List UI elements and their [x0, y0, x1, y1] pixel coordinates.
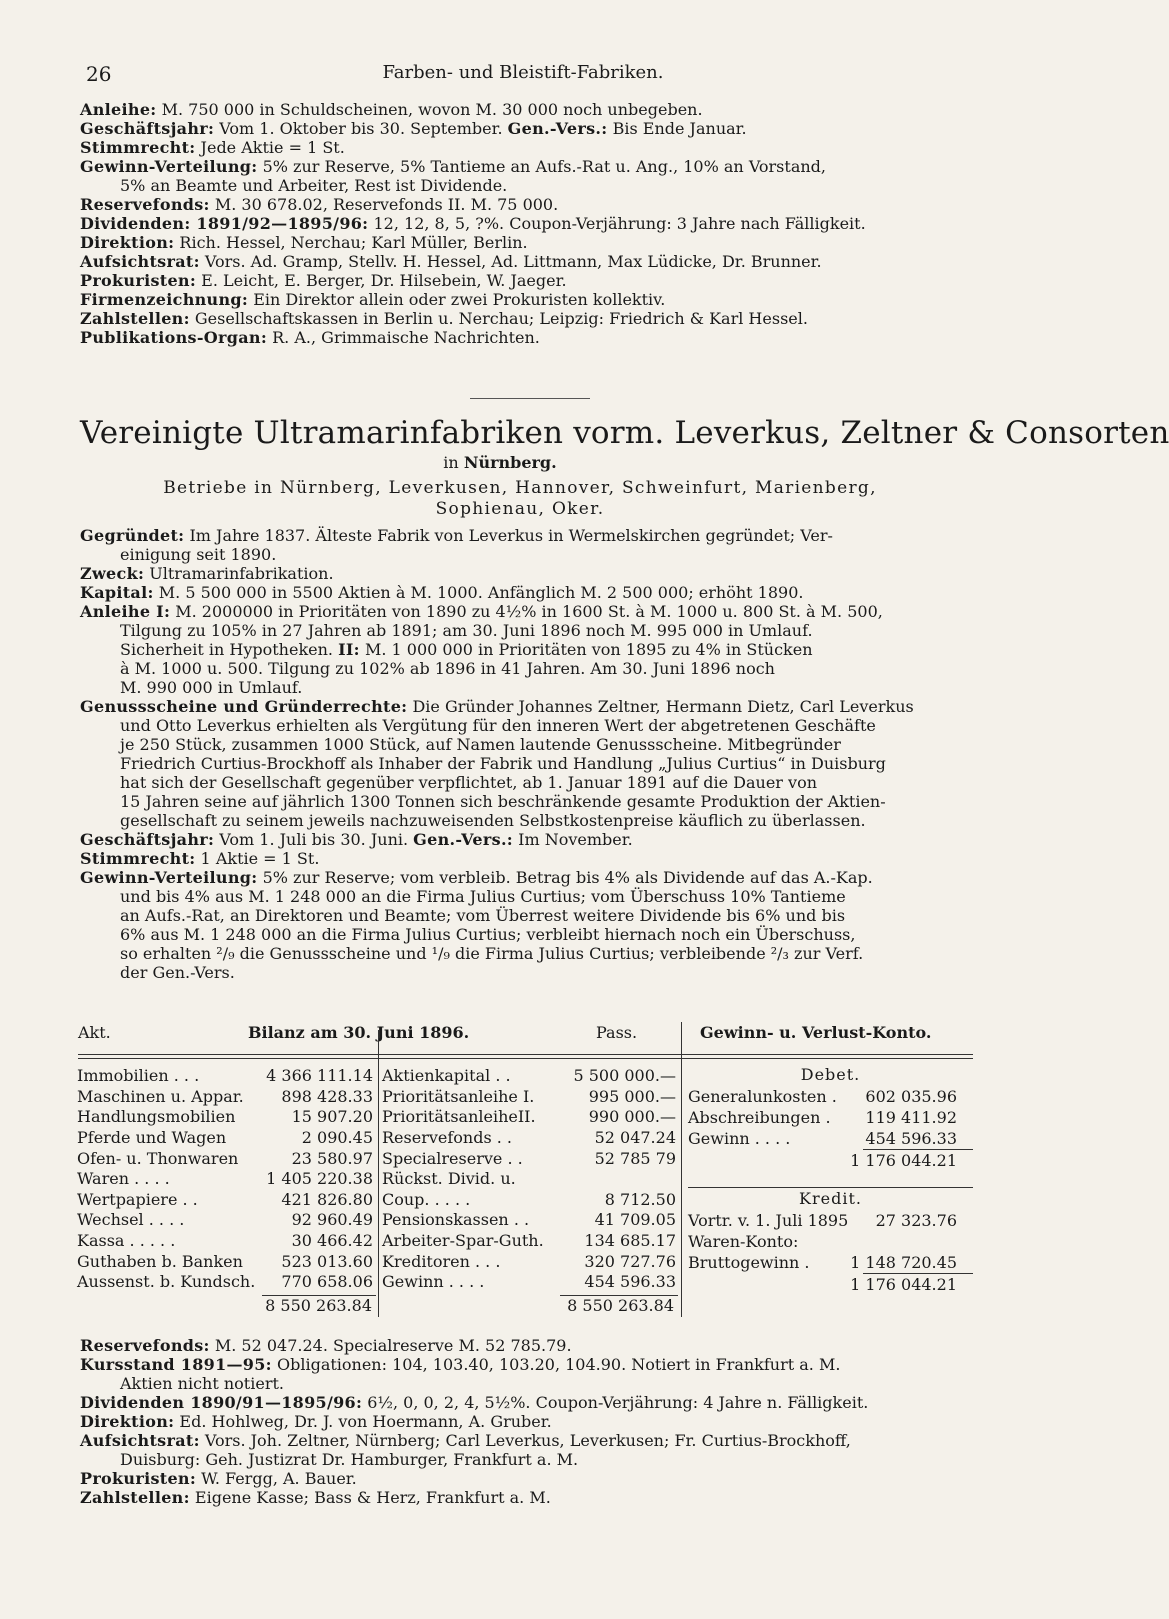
- field-value: 5% an Beamte und Arbeiter, Rest ist Dividende.: [120, 176, 508, 195]
- field-value: je 250 Stück, zusammen 1000 Stück, auf Namen lautende Genussscheine. Mitbegründer: [120, 735, 841, 754]
- row-value: 454 596.33: [584, 1272, 676, 1292]
- field-key: Zahlstellen:: [80, 309, 190, 328]
- field-value: Aktien nicht notiert.: [120, 1374, 284, 1393]
- row-value: 602 035.96: [865, 1087, 957, 1106]
- table-row: [379, 1190, 679, 1211]
- row-label: Kassa . . . . .: [77, 1231, 176, 1251]
- field-key: Direktion:: [80, 1412, 175, 1431]
- field-key: Gegründet:: [80, 526, 185, 545]
- row-label: Bruttogewinn .: [688, 1253, 810, 1272]
- field-key: Aufsichtsrat:: [80, 252, 200, 271]
- text-line: [80, 678, 975, 697]
- field-value: Obligationen: 104, 103.40, 103.20, 104.90. Notiert in Frankfurt a. M.: [271, 1355, 841, 1374]
- field-value: Sicherheit in Hypotheken.: [120, 640, 339, 659]
- field-key: Reservefonds:: [80, 195, 210, 214]
- row-label: Waren-Konto:: [688, 1232, 799, 1251]
- field-key: Dividenden 1890/91—1895/96:: [80, 1393, 363, 1412]
- row-label: Vortr. v. 1. Juli 1895: [688, 1211, 849, 1230]
- text-line: [80, 792, 975, 811]
- row-label: PrioritätsanleiheII.: [382, 1107, 536, 1127]
- operations-line-2: Sophienau, Oker.: [435, 499, 605, 519]
- account-row: [688, 1107, 973, 1128]
- assets-total: 8 550 263.84: [265, 1296, 372, 1315]
- table-row: [379, 1231, 679, 1252]
- text-line: [80, 1355, 975, 1374]
- field-value: M. 990 000 in Umlauf.: [120, 678, 303, 697]
- location-prefix: in: [443, 453, 464, 472]
- field-value: M. 5 500 000 in 5500 Aktien à M. 1000. Anfänglich M. 2 500 000; erhöht 1890.: [153, 583, 804, 602]
- account-row: [688, 1210, 973, 1231]
- pass-label: Pass.: [596, 1023, 638, 1042]
- text-line: [80, 1469, 975, 1488]
- table-row: [74, 1169, 376, 1190]
- location-city: Nürnberg.: [463, 453, 557, 472]
- table-row: [74, 1087, 376, 1108]
- balance-header: [78, 1023, 978, 1047]
- text-line: [80, 252, 975, 271]
- row-label: Immobilien . . .: [77, 1066, 200, 1086]
- field-value: und Otto Leverkus erhielten als Vergütung für den inneren Wert der abgetretenen Geschäfte: [120, 716, 876, 735]
- field-value: Die Gründer Johannes Zeltner, Hermann Dietz, Carl Leverkus: [407, 697, 914, 716]
- text-line: [80, 811, 975, 830]
- account-row: [688, 1086, 973, 1107]
- field-key: Kursstand 1891—95:: [80, 1355, 272, 1374]
- row-label: Gewinn . . . .: [688, 1129, 791, 1148]
- field-value: M. 1 000 000 in Prioritäten von 1895 zu 4% in Stücken: [359, 640, 813, 659]
- balance-top-rule: [78, 1054, 973, 1055]
- row-value: 990 000.—: [588, 1107, 676, 1127]
- page-header: [86, 62, 960, 92]
- text-line: [80, 944, 975, 963]
- table-row: [74, 1148, 376, 1169]
- text-line: [80, 887, 975, 906]
- field-key: Prokuristen:: [80, 1469, 197, 1488]
- operations-line-1: Betriebe in Nürnberg, Leverkusen, Hannover, Schweinfurt, Marienberg,: [163, 478, 877, 498]
- field-value: Vors. Joh. Zeltner, Nürnberg; Carl Leverkus, Leverkusen; Fr. Curtius-Brockhoff,: [199, 1431, 851, 1450]
- row-value: 454 596.33: [865, 1129, 957, 1148]
- field-value: Ultramarinfabrikation.: [144, 564, 334, 583]
- field-value: Eigene Kasse; Bass & Herz, Frankfurt a. M.: [189, 1488, 551, 1507]
- balance-top-rule-2: [78, 1058, 973, 1059]
- row-label: Aktienkapital . .: [382, 1066, 511, 1086]
- text-line: [80, 1336, 975, 1355]
- field-value: W. Fergg, A. Bauer.: [196, 1469, 357, 1488]
- company-title: Vereinigte Ultramarinfabriken vorm. Leverkus, Zeltner & Consorten: [80, 415, 1169, 451]
- row-value: 15 907.20: [291, 1107, 373, 1127]
- row-label: Ofen- u. Thonwaren: [77, 1148, 239, 1168]
- field-value: Vom 1. Oktober bis 30. September.: [214, 119, 508, 138]
- liabilities-divider: [681, 1022, 682, 1317]
- field-key: Gen.-Vers.:: [507, 119, 608, 138]
- field-value: Gesellschaftskassen in Berlin u. Nerchau; Leipzig: Friedrich & Karl Hessel.: [189, 309, 808, 328]
- text-line: [80, 233, 975, 252]
- field-key: Firmenzeichnung:: [80, 290, 249, 309]
- text-line: [80, 659, 975, 678]
- table-row: [74, 1190, 376, 1211]
- company-details-continued: [80, 1336, 975, 1507]
- field-value: M. 52 047.24. Specialreserve M. 52 785.79.: [209, 1336, 572, 1355]
- row-value: 995 000.—: [588, 1086, 676, 1106]
- text-line: [80, 830, 975, 849]
- field-key: Anleihe:: [80, 100, 157, 119]
- text-line: [80, 271, 975, 290]
- text-line: [80, 1393, 975, 1412]
- field-key: Genussscheine und Gründerrechte:: [80, 697, 408, 716]
- assets-table: [74, 1066, 376, 1293]
- field-value: Bis Ende Januar.: [607, 119, 747, 138]
- field-value: M. 30 678.02, Reservefonds II. M. 75 000.: [209, 195, 559, 214]
- debet-total: 1 176 044.21: [850, 1151, 957, 1170]
- previous-company-entry: [80, 100, 975, 347]
- row-value: [555, 1169, 679, 1190]
- text-line: [80, 1488, 975, 1507]
- row-label: Aussenst. b. Kundsch.: [77, 1272, 256, 1292]
- table-row: [74, 1107, 376, 1128]
- field-key: Prokuristen:: [80, 271, 197, 290]
- field-value: M. 750 000 in Schuldscheinen, wovon M. 30 000 noch unbegeben.: [156, 100, 703, 119]
- field-value: Vom 1. Juli bis 30. Juni.: [214, 830, 414, 849]
- table-row: [379, 1128, 679, 1149]
- row-value: 1 148 720.45: [850, 1253, 957, 1272]
- field-key: Publikations-Organ:: [80, 328, 268, 347]
- text-line: [80, 176, 975, 195]
- text-line: [80, 138, 975, 157]
- field-value: Ein Direktor allein oder zwei Prokuristen kollektiv.: [248, 290, 666, 309]
- row-label: Pferde und Wagen: [77, 1128, 227, 1148]
- text-line: [80, 157, 975, 176]
- operations-line: [80, 478, 960, 520]
- text-line: [80, 328, 975, 347]
- table-row: [379, 1066, 679, 1087]
- field-value: 5% zur Reserve; vom verbleib. Betrag bis 4% als Dividende auf das A.-Kap.: [257, 868, 873, 887]
- table-row: [74, 1210, 376, 1231]
- text-line: [80, 735, 975, 754]
- text-line: [80, 290, 975, 309]
- company-location: [0, 453, 1000, 472]
- kredit-total: 1 176 044.21: [850, 1275, 957, 1294]
- row-value: 4 366 111.14: [266, 1066, 373, 1086]
- table-row: [379, 1169, 679, 1190]
- row-value: 898 428.33: [281, 1086, 373, 1106]
- gv-title: Gewinn- u. Verlust-Konto.: [700, 1023, 932, 1042]
- balance-title: Bilanz am 30. Juni 1896.: [248, 1023, 470, 1042]
- row-label: Abschreibungen .: [688, 1108, 831, 1127]
- account-row: [688, 1252, 973, 1273]
- field-value: R. A., Grimmaische Nachrichten.: [267, 328, 540, 347]
- row-label: Handlungsmobilien: [77, 1107, 236, 1127]
- row-label: Reservefonds . .: [382, 1128, 513, 1148]
- row-label: Rückst. Divid. u.: [382, 1169, 516, 1189]
- text-line: [80, 1450, 975, 1469]
- text-line: [80, 1412, 975, 1431]
- row-value: 23 580.97: [291, 1148, 373, 1168]
- field-value: einigung seit 1890.: [120, 545, 277, 564]
- table-row: [379, 1272, 679, 1293]
- field-key: Geschäftsjahr:: [80, 119, 215, 138]
- text-line: [80, 195, 975, 214]
- field-value: 6% aus M. 1 248 000 an die Firma Julius Curtius; verbleibt hiernach noch ein Überschuss,: [120, 925, 856, 944]
- row-value: 52 047.24: [594, 1128, 676, 1148]
- akt-label: Akt.: [78, 1023, 111, 1042]
- field-value: 6½, 0, 0, 2, 4, 5½%. Coupon-Verjährung: 4 Jahre n. Fälligkeit.: [362, 1393, 869, 1412]
- text-line: [80, 583, 975, 602]
- account-row: [688, 1128, 973, 1149]
- text-line: [80, 868, 975, 887]
- field-value: 12, 12, 8, 5, ?%. Coupon-Verjährung: 3 Jahre nach Fälligkeit.: [368, 214, 866, 233]
- field-value: gesellschaft zu seinem jeweils nachzuweisenden Selbstkostenpreise käuflich zu überlassen.: [120, 811, 866, 830]
- page-number: 26: [86, 62, 112, 86]
- kredit-label: Kredit.: [799, 1189, 862, 1208]
- liabilities-total: 8 550 263.84: [567, 1296, 674, 1315]
- row-value: 5 500 000.—: [573, 1066, 676, 1086]
- row-label: Waren . . . .: [77, 1169, 170, 1189]
- row-label: Pensionskassen . .: [382, 1210, 530, 1230]
- row-value: 421 826.80: [281, 1189, 373, 1209]
- text-line: [80, 564, 975, 583]
- table-row: [74, 1251, 376, 1272]
- table-row: [379, 1107, 679, 1128]
- kredit-total-row: [850, 1273, 973, 1295]
- field-value: hat sich der Gesellschaft gegenüber verpflichtet, ab 1. Januar 1891 auf die Dauer von: [120, 773, 818, 792]
- table-row: [74, 1272, 376, 1293]
- row-value: 27 323.76: [875, 1211, 957, 1230]
- field-value: à M. 1000 u. 500. Tilgung zu 102% ab 1896 in 41 Jahren. Am 30. Juni 1896 noch: [120, 659, 775, 678]
- field-value: 1 Aktie = 1 St.: [195, 849, 320, 868]
- text-line: [80, 906, 975, 925]
- text-line: [80, 545, 975, 564]
- row-value: 92 960.49: [291, 1210, 373, 1230]
- row-value: 134 685.17: [584, 1231, 676, 1251]
- row-label: Generalunkosten .: [688, 1087, 837, 1106]
- company-details: [80, 526, 975, 982]
- field-key: Gen.-Vers.:: [413, 830, 514, 849]
- field-value: Im Jahre 1837. Älteste Fabrik von Leverkus in Wermelskirchen gegründet; Ver-: [184, 526, 833, 545]
- text-line: [80, 526, 975, 545]
- field-value: Duisburg: Geh. Justizrat Dr. Hamburger, Frankfurt a. M.: [120, 1450, 579, 1469]
- row-value: 119 411.92: [865, 1108, 957, 1127]
- row-value: 2 090.45: [301, 1128, 373, 1148]
- field-value: so erhalten ²/₉ die Genussscheine und ¹/₉ die Firma Julius Curtius; verbleibende ²/₃ zur Verf.: [120, 944, 864, 963]
- running-title: Farben- und Bleistift-Fabriken.: [382, 62, 664, 83]
- row-label: Coup. . . . .: [382, 1189, 471, 1209]
- table-row: [74, 1231, 376, 1252]
- field-value: 5% zur Reserve, 5% Tantieme an Aufs.-Rat u. Ang., 10% an Vorstand,: [257, 157, 826, 176]
- field-key: Reservefonds:: [80, 1336, 210, 1355]
- table-row: [379, 1251, 679, 1272]
- text-line: [80, 925, 975, 944]
- field-value: Ed. Hohlweg, Dr. J. von Hoermann, A. Gruber.: [174, 1412, 552, 1431]
- field-value: M. 2000000 in Prioritäten von 1890 zu 4½% in 1600 St. à M. 1000 u. 800 St. à M. 500,: [170, 602, 883, 621]
- debet-total-row: [850, 1149, 973, 1171]
- field-value: Jede Aktie = 1 St.: [195, 138, 345, 157]
- row-value: 1 405 220.38: [266, 1169, 373, 1189]
- text-line: [80, 100, 975, 119]
- text-line: [80, 1374, 975, 1393]
- field-key: Direktion:: [80, 233, 175, 252]
- text-line: [80, 602, 975, 621]
- row-label: Guthaben b. Banken: [77, 1251, 243, 1271]
- field-value: Im November.: [513, 830, 633, 849]
- debet-label: Debet.: [800, 1065, 861, 1084]
- row-label: Kreditoren . . .: [382, 1251, 501, 1271]
- field-value: Vors. Ad. Gramp, Stellv. H. Hessel, Ad. Littmann, Max Lüdicke, Dr. Brunner.: [199, 252, 822, 271]
- field-key: Gewinn-Verteilung:: [80, 157, 258, 176]
- field-value: Rich. Hessel, Nerchau; Karl Müller, Berlin.: [174, 233, 528, 252]
- row-value: 8 712.50: [604, 1189, 676, 1209]
- text-line: [80, 849, 975, 868]
- row-value: 523 013.60: [281, 1251, 373, 1271]
- text-line: [80, 621, 975, 640]
- field-value: der Gen.-Vers.: [120, 963, 235, 982]
- account-row: [688, 1231, 973, 1252]
- table-row: [379, 1087, 679, 1108]
- field-value: und bis 4% aus M. 1 248 000 an die Firma Julius Curtius; vom Überschuss 10% Tantieme: [120, 887, 846, 906]
- row-value: 52 785 79: [594, 1148, 676, 1168]
- text-line: [80, 309, 975, 328]
- row-label: Wertpapiere . .: [77, 1189, 198, 1209]
- text-line: [80, 214, 975, 233]
- row-label: Wechsel . . . .: [77, 1210, 185, 1230]
- row-value: 770 658.06: [281, 1272, 373, 1292]
- text-line: [80, 963, 975, 982]
- field-key: Aufsichtsrat:: [80, 1431, 200, 1450]
- field-value: Friedrich Curtius-Brockhoff als Inhaber der Fabrik und Handlung „Julius Curtius“ in Duisburg: [120, 754, 886, 773]
- field-key: Gewinn-Verteilung:: [80, 868, 258, 887]
- field-value: an Aufs.-Rat, an Direktoren und Beamte; vom Überrest weitere Dividende bis 6% und bis: [120, 906, 846, 925]
- row-label: Arbeiter-Spar-Guth.: [382, 1231, 544, 1251]
- table-row: [379, 1148, 679, 1169]
- field-key: Zahlstellen:: [80, 1488, 190, 1507]
- field-value: Tilgung zu 105% in 27 Jahren ab 1891; am 30. Juni 1896 noch M. 995 000 in Umlauf.: [120, 621, 813, 640]
- row-value: 320 727.76: [584, 1251, 676, 1271]
- text-line: [80, 119, 975, 138]
- field-value: E. Leicht, E. Berger, Dr. Hilsebein, W. Jaeger.: [196, 271, 567, 290]
- text-line: [80, 697, 975, 716]
- gv-account: [688, 1064, 973, 1295]
- field-key: Dividenden: 1891/92—1895/96:: [80, 214, 369, 233]
- text-line: [80, 1431, 975, 1450]
- field-key: Stimmrecht:: [80, 138, 196, 157]
- table-row: [379, 1210, 679, 1231]
- field-key: Geschäftsjahr:: [80, 830, 215, 849]
- field-value: 15 Jahren seine auf jährlich 1300 Tonnen sich beschränkende gesamte Produktion der Aktien-: [120, 792, 886, 811]
- text-line: [80, 640, 975, 659]
- text-line: [80, 716, 975, 735]
- field-key: Anleihe I:: [80, 602, 171, 621]
- row-value: 41 709.05: [594, 1210, 676, 1230]
- row-label: Specialreserve . .: [382, 1148, 523, 1168]
- row-label: Maschinen u. Appar.: [77, 1086, 244, 1106]
- field-key: Kapital:: [80, 583, 154, 602]
- text-line: [80, 773, 975, 792]
- row-label: Gewinn . . . .: [382, 1272, 485, 1292]
- field-key: Stimmrecht:: [80, 849, 196, 868]
- field-key: II:: [338, 640, 360, 659]
- row-value: 30 466.42: [291, 1231, 373, 1251]
- table-row: [74, 1128, 376, 1149]
- section-divider: [470, 398, 590, 399]
- field-key: Zweck:: [80, 564, 145, 583]
- table-row: [74, 1066, 376, 1087]
- text-line: [80, 754, 975, 773]
- row-label: Prioritätsanleihe I.: [382, 1086, 535, 1106]
- liabilities-table: [379, 1066, 679, 1293]
